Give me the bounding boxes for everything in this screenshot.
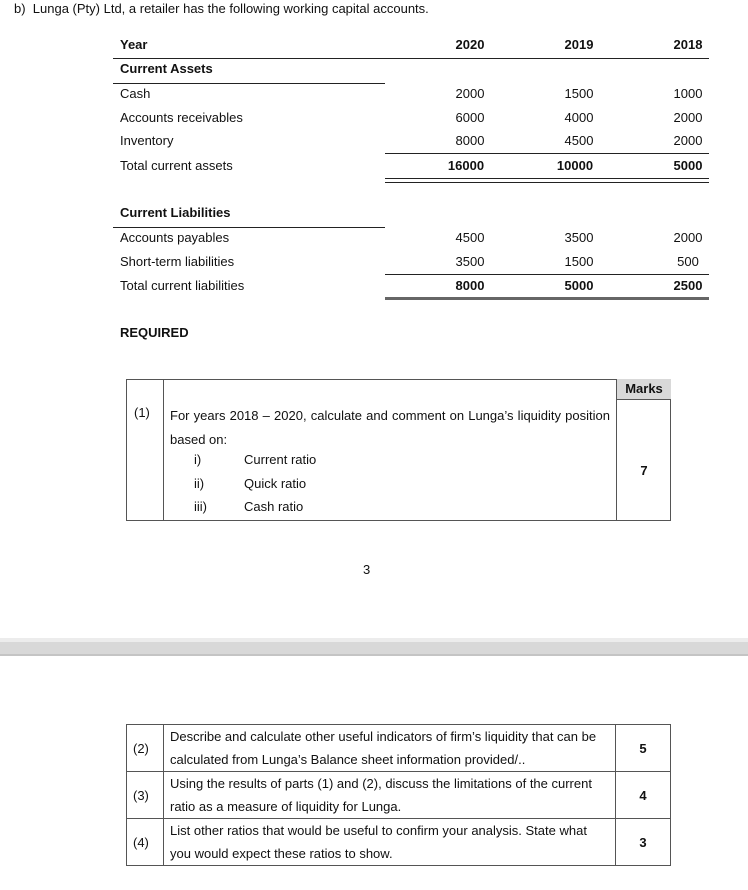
row-label-payables: Accounts payables xyxy=(120,230,230,245)
double-rule-bottom xyxy=(385,182,709,183)
cell-value: 4000 xyxy=(564,110,594,125)
page-break xyxy=(0,638,748,656)
cell-value: 3500 xyxy=(455,254,485,269)
year-label: Year xyxy=(120,37,148,52)
row-label-short-term: Short-term liabilities xyxy=(120,254,235,269)
required-heading: REQUIRED xyxy=(120,325,189,340)
cell-value: 2000 xyxy=(455,86,485,101)
cell-value: 4500 xyxy=(564,133,594,148)
total-value: 5000 xyxy=(673,158,703,173)
question-number: (1) xyxy=(134,405,150,420)
question-text: List other ratios that would be useful to confirm your analysis. State what you would expect these ratios to show. xyxy=(164,819,616,866)
sub-item-number: i) xyxy=(194,452,202,467)
row-label-inventory: Inventory xyxy=(120,133,174,148)
question-text: For years 2018 – 2020, calculate and comment on Lunga’s liquidity position based on: xyxy=(170,408,610,447)
cell-value: 1500 xyxy=(564,86,594,101)
subtotal-rule xyxy=(385,274,709,275)
header-rule xyxy=(113,58,709,59)
question-number: (2) xyxy=(127,725,164,772)
total-value: 5000 xyxy=(564,278,594,293)
cell-value: 6000 xyxy=(455,110,485,125)
row-label-total-current-liabilities: Total current liabilities xyxy=(120,278,245,293)
cell-value: 8000 xyxy=(455,133,485,148)
intro-text: b) Lunga (Pty) Ltd, a retailer has the following working capital accounts. xyxy=(14,1,429,16)
sub-item-number: iii) xyxy=(194,499,207,514)
sub-item-label: Current ratio xyxy=(244,452,317,467)
current-assets-heading: Current Assets xyxy=(120,61,213,76)
marks-value: 3 xyxy=(616,819,671,866)
total-value: 16000 xyxy=(447,158,485,173)
cell-value: 4500 xyxy=(455,230,485,245)
cell-value: 3500 xyxy=(564,230,594,245)
cell-value: 1500 xyxy=(564,254,594,269)
marks-value: 5 xyxy=(616,725,671,772)
double-rule-top xyxy=(385,178,709,179)
sub-item-number: ii) xyxy=(194,476,205,491)
cell-value: 2000 xyxy=(673,230,703,245)
current-liabilities-heading: Current Liabilities xyxy=(120,205,231,220)
year-header-2018: 2018 xyxy=(673,37,703,52)
sub-item-label: Quick ratio xyxy=(244,476,307,491)
sub-item-label: Cash ratio xyxy=(244,499,304,514)
question-number: (4) xyxy=(127,819,164,866)
row-label-total-current-assets: Total current assets xyxy=(120,158,233,173)
double-rule xyxy=(385,297,709,300)
row-label-receivables: Accounts receivables xyxy=(120,110,243,125)
table-row xyxy=(127,819,671,866)
table-row xyxy=(127,772,671,819)
question-number: (3) xyxy=(127,772,164,819)
year-header-2019: 2019 xyxy=(564,37,594,52)
row-label-cash: Cash xyxy=(120,86,151,101)
section-rule xyxy=(113,83,385,84)
cell-value: 1000 xyxy=(673,86,703,101)
marks-value: 7 xyxy=(640,463,648,478)
table-row xyxy=(127,725,671,772)
year-header-2020: 2020 xyxy=(455,37,485,52)
subtotal-rule xyxy=(385,153,709,154)
marks-value: 4 xyxy=(616,772,671,819)
total-value: 2500 xyxy=(673,278,703,293)
marks-header: Marks xyxy=(625,381,663,396)
total-value: 10000 xyxy=(556,158,594,173)
questions-table xyxy=(126,724,671,866)
question-text: Describe and calculate other useful indicators of firm’s liquidity that can be calculated from Lunga’s Balance sheet information provided/.. xyxy=(164,725,616,772)
question-text: Using the results of parts (1) and (2), discuss the limitations of the current ratio as a measure of liquidity for Lunga. xyxy=(164,772,616,819)
cell-value: 2000 xyxy=(673,133,703,148)
section-rule xyxy=(113,227,385,228)
page-number: 3 xyxy=(363,562,371,577)
total-value: 8000 xyxy=(455,278,485,293)
cell-value: 2000 xyxy=(673,110,703,125)
cell-value: 500 xyxy=(677,254,699,269)
